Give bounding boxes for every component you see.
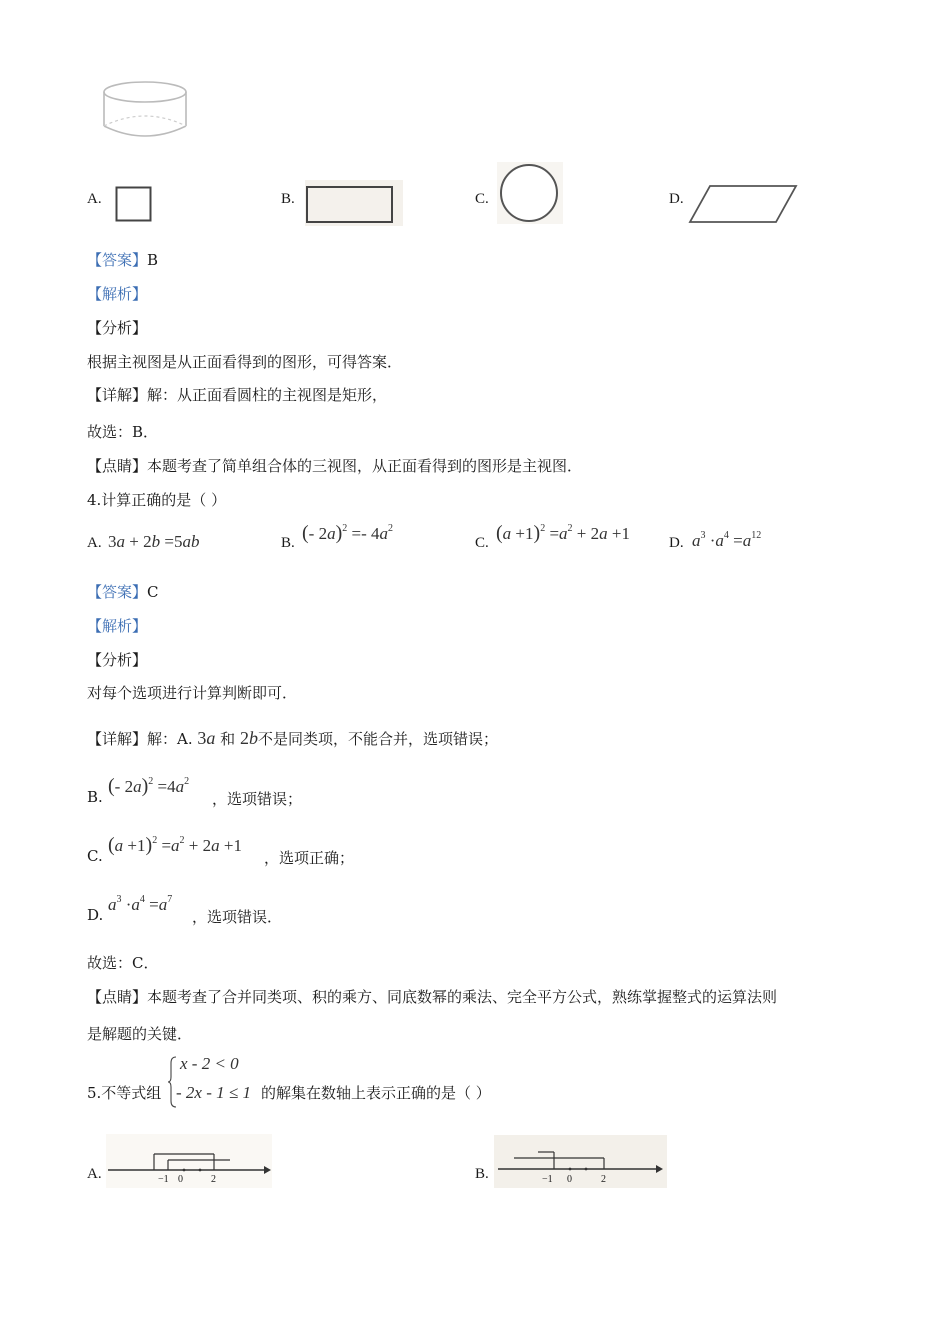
q4-detail-d-suffix: ，选项错误． <box>192 908 283 926</box>
q4-answer-line <box>87 581 159 602</box>
square-shape <box>115 186 153 222</box>
q3-detail: 【详解】解：从正面看圆柱的主视图是矩形， <box>87 386 388 404</box>
detail-suffix: 不是同类项，不能合并，选项错误； <box>257 730 498 748</box>
q3-comment: 【点睛】本题考查了简单组合体的三视图，从正面看得到的图形是主视图． <box>87 457 583 475</box>
q5-stem-prefix: 5.不等式组 <box>87 1084 162 1102</box>
q4-detail-b-expr: (- $2a)^2 =4a^2$ <box>108 775 190 797</box>
detail-mid: 和 <box>220 730 236 748</box>
detail-label: D. <box>87 906 104 924</box>
q4-option-d <box>669 535 684 552</box>
circle-shape <box>497 162 563 224</box>
tick-label: 2 <box>211 1174 216 1185</box>
q5-inequality-1: x - 2 < 0 <box>180 1054 239 1073</box>
tick-label: 2 <box>601 1174 606 1185</box>
q3-fenxi-heading: 【分析】 <box>87 319 148 337</box>
q3-answer-line <box>87 249 158 270</box>
q3-option-c-label: C. <box>475 191 489 207</box>
q4-detail-b <box>87 788 103 806</box>
q5-option-a-label: A. <box>87 1166 102 1182</box>
q4-fenxi-text: 对每个选项进行计算判断即可． <box>87 684 298 702</box>
q4-option-b-expr: (- $2a)^2 =- 4a^2$ <box>302 522 394 544</box>
q4-option-b <box>281 535 295 552</box>
q3-option-b-label: B. <box>281 191 295 207</box>
q4-comment-line2: 是解题的关键． <box>87 1025 193 1043</box>
q4-analysis-tag: 【解析】 <box>87 617 148 635</box>
option-label: C. <box>475 535 489 551</box>
option-label: B. <box>281 535 295 551</box>
tick-label: 0 <box>178 1174 183 1185</box>
q3-option-d-label: D. <box>669 191 684 207</box>
q4-option-a-expr: 3a + 2b =5ab <box>108 532 200 551</box>
number-line-b <box>494 1135 667 1188</box>
q4-choice: 故选：C． <box>87 954 159 972</box>
detail-prefix: 【详解】解：A. <box>87 730 193 748</box>
q4-detail-c-suffix: ，选项正确； <box>264 849 355 867</box>
q4-option-c <box>475 535 489 552</box>
q4-option-a <box>87 535 102 552</box>
q3-fenxi-text: 根据主视图是从正面看得到的图形，可得答案． <box>87 353 403 371</box>
q4-detail-d-expr: $a^3 \cdot a^4 =a^7$ <box>108 894 173 914</box>
answer-value: C <box>147 583 159 601</box>
answer-tag: 【答案】 <box>87 251 148 269</box>
q4-detail-d <box>87 906 103 924</box>
answer-tag: 【答案】 <box>87 583 148 601</box>
q5-option-b-label: B. <box>475 1166 489 1182</box>
q4-stem: 4.计算正确的是（ ） <box>87 491 227 509</box>
rectangle-shape <box>305 180 403 226</box>
q4-detail-c <box>87 847 103 865</box>
q3-analysis-tag: 【解析】 <box>87 285 148 303</box>
q5-inequality-2: - 2x - 1 ≤ 1 <box>176 1083 251 1102</box>
q4-comment-line1: 【点睛】本题考查了合并同类项、积的乘方、同底数幂的乘法、完全平方公式，熟练掌握整式的运算法则 <box>87 988 778 1006</box>
option-label: D. <box>669 535 684 551</box>
q3-option-a-label: A. <box>87 191 102 207</box>
number-line-a <box>106 1134 272 1188</box>
parallelogram-shape <box>688 182 800 226</box>
option-label: A. <box>87 535 102 551</box>
cylinder-figure <box>98 78 194 140</box>
q4-detail-b-suffix: ，选项错误； <box>212 790 303 808</box>
detail-label: B. <box>87 788 103 806</box>
tick-label: 0 <box>567 1174 572 1185</box>
answer-value: B <box>147 251 159 269</box>
tick-label: −1 <box>542 1174 553 1185</box>
q5-stem-suffix: 的解集在数轴上表示正确的是（ ） <box>261 1084 491 1102</box>
detail-label: C. <box>87 847 103 865</box>
q4-option-c-expr: $(a +1)^2 =a^2 + 2a +1$ <box>496 522 630 544</box>
q4-fenxi-heading: 【分析】 <box>87 651 148 669</box>
q3-choice: 故选：B． <box>87 423 159 441</box>
q4-detail-a: 【详解】解：A. 3a 和 2b不是同类项，不能合并，选项错误； <box>87 728 498 748</box>
q4-detail-c-expr: $(a +1)^2 =a^2 + 2a +1$ <box>108 834 242 856</box>
q4-option-d-expr: $a^3 \cdot a^4 =a^{12}$ <box>692 530 762 550</box>
tick-label: −1 <box>158 1174 169 1185</box>
